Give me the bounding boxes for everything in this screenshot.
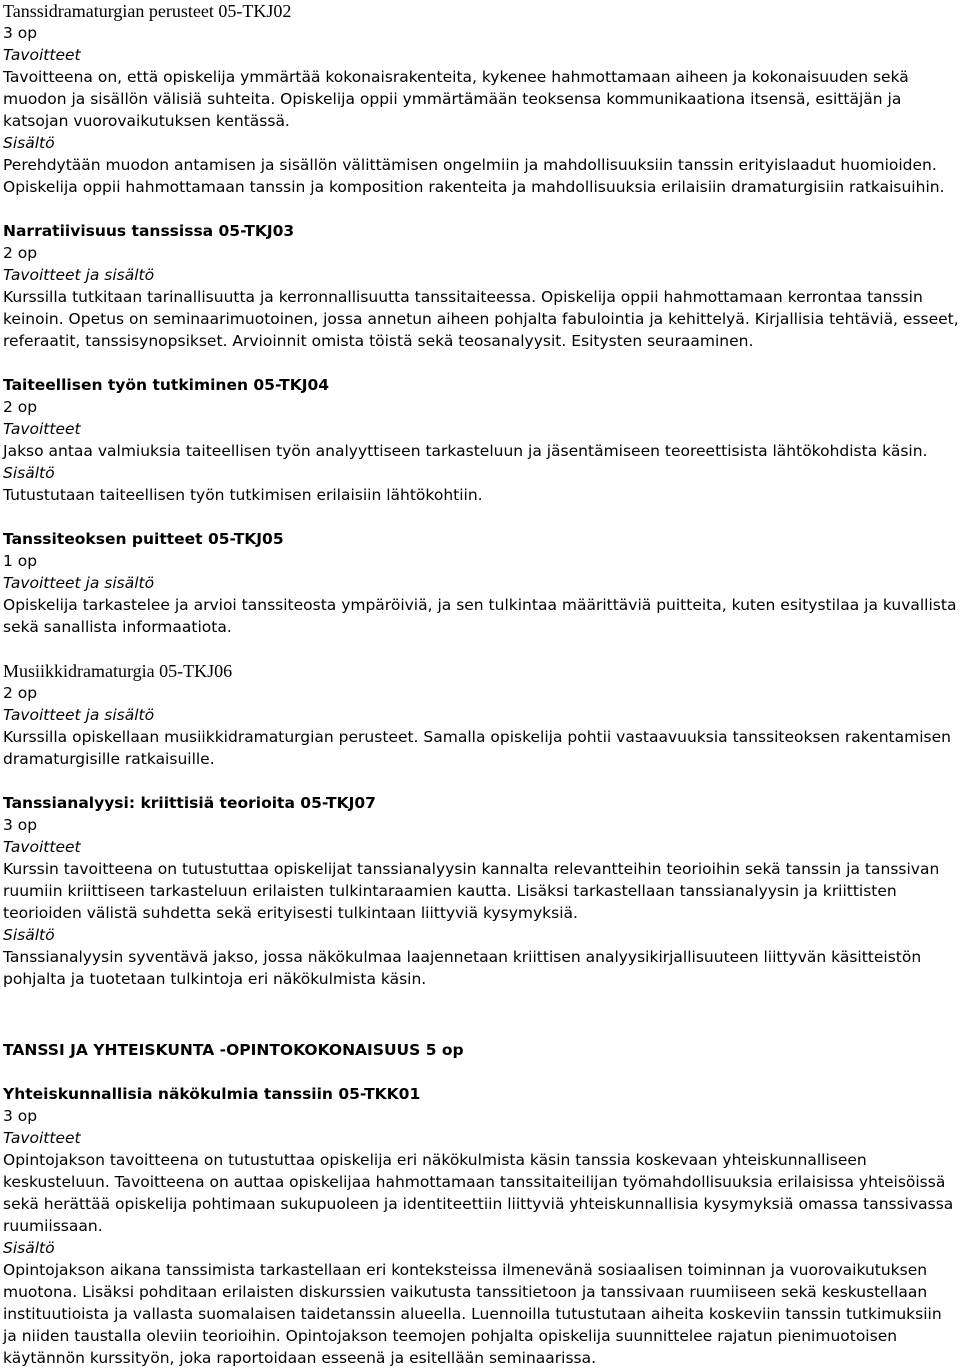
content-text: Perehdytään muodon antamisen ja sisällön välittämisen ongelmiin ja mahdollisuuksiin tanssin erityislaadut huomioiden. Opiskelija oppii hahmottamaan tanssin ja komposition rakenteita ja mahdollisuuksia erilaisiin dramaturgisiin ratkaisuihin.: [3, 156, 945, 196]
section-label-goals: Tavoitteet: [3, 838, 81, 856]
goals-content-text: Opiskelija tarkastelee ja arvioi tanssiteosta ympäröiviä, ja sen tulkintaa määrittäviä puitteita, kuten esitystilaa ja kuvallista sekä sanallista informaatiota.: [3, 596, 957, 636]
course-credits: 3 op: [3, 24, 38, 42]
section-label-content: Sisältö: [3, 464, 55, 482]
course-title: Yhteiskunnallisia näkökulmia tanssiin 05-TKK01: [3, 1085, 421, 1103]
goals-content-text: Kurssilla opiskellaan musiikkidramaturgian perusteet. Samalla opiskelija pohtii vastaavuuksia tanssiteoksen rakentamisen dramaturgisille ratkaisuille.: [3, 728, 951, 768]
goals-text: Jakso antaa valmiuksia taiteellisen työn analyyttiseen tarkasteluun ja jäsentämiseen teoreettisista lähtökohdista käsin.: [3, 442, 928, 460]
course-title: Tanssidramaturgian perusteet 05-TKJ02: [3, 1, 292, 21]
goals-text: Opintojakson tavoitteena on tutustuttaa opiskelija eri näkökulmista käsin tanssia koskevaan yhteiskunnalliseen keskusteluun. Tavoitteena on auttaa opiskelijaa hahmottamaan tanssitaiteilijan työmahdollisuuksia erilaisissa yhteisöissä sekä herättää opiskelija pohtimaan sukupuoleen ja identiteettiin liittyviä yhteiskunnallisia kysymyksiä omassa tanssivassa ruumiissaan.: [3, 1151, 954, 1235]
content-text: Opintojakson aikana tanssimista tarkastellaan eri konteksteissa ilmenevänä sosiaalisen toiminnan ja vuorovaikutuksen muotona. Lisäksi pohditaan erilaisten diskurssien vaikutusta tanssitietoon ja tanssivaan ruumiiseen sekä keskustellaan instituutioista ja vallasta suomalaisen taidetanssin alueella. Luennoilla tutustutaan aiheita koskeviin tanssin tutkimuksiin ja niiden taustalla oleviin teorioihin. Opintojakson teemojen pohjalta opiskelija suunnittelee rajatun pienimuotoisen käytännön kurssityön, joka raportoidaan esseenä ja esitellään seminaarissa.: [3, 1261, 942, 1367]
course-credits: 3 op: [3, 1107, 38, 1125]
course-title: Musiikkidramaturgia 05-TKJ06: [3, 661, 233, 681]
course-credits: 2 op: [3, 398, 38, 416]
course-tkj06: [3, 660, 960, 770]
section-label-goals: Tavoitteet: [3, 1129, 81, 1147]
course-credits: 2 op: [3, 244, 38, 262]
goals-text: Kurssin tavoitteena on tutustuttaa opiskelijat tanssianalyysin kannalta relevantteihin teorioihin sekä tanssin ja tanssivan ruumiin kriittiseen tarkasteluun erilaisten tulkintaraamien kautta. Lisäksi tarkastellaan tanssianalyysin ja kriittisten teorioiden välistä suhdetta sekä erityisesti tulkintaan liittyviä kysymyksiä.: [3, 860, 940, 922]
course-credits: 3 op: [3, 816, 38, 834]
course-tkj05: [3, 528, 960, 638]
course-credits: 2 op: [3, 684, 38, 702]
section-label-content: Sisältö: [3, 926, 55, 944]
goals-content-text: Kurssilla tutkitaan tarinallisuutta ja kerronnallisuutta tanssitaiteessa. Opiskelija oppii hahmottamaan kerrontaa tanssin keinoin. Opetus on seminaarimuotoinen, jossa annetun aiheen pohjalta fabulointia ja kehittelyä. Kirjallisia tehtäviä, esseet, referaatit, tanssisynopsikset. Arvioinnit omista töistä sekä teosanalyysit. Esitysten seuraaminen.: [3, 288, 959, 350]
content-text: Tutustutaan taiteellisen työn tutkimisen erilaisiin lähtökohtiin.: [3, 486, 483, 504]
course-title: Narratiivisuus tanssissa 05-TKJ03: [3, 222, 295, 240]
section-label-goals: Tavoitteet: [3, 420, 81, 438]
section-label-goals-content: Tavoitteet ja sisältö: [3, 266, 155, 284]
section-label-content: Sisältö: [3, 134, 55, 152]
course-tkj04: [3, 374, 960, 506]
course-title: Tanssiteoksen puitteet 05-TKJ05: [3, 530, 284, 548]
section-label-content: Sisältö: [3, 1239, 55, 1257]
course-title: Tanssianalyysi: kriittisiä teorioita 05-TKJ07: [3, 794, 376, 812]
course-tkj03: [3, 220, 960, 352]
section-heading: TANSSI JA YHTEISKUNTA -OPINTOKOKONAISUUS 5 op: [3, 1041, 464, 1059]
section-label-goals-content: Tavoitteet ja sisältö: [3, 706, 155, 724]
course-credits: 1 op: [3, 552, 38, 570]
goals-text: Tavoitteena on, että opiskelija ymmärtää kokonaisrakenteita, kykenee hahmottamaan aiheen ja kokonaisuuden sekä muodon ja sisällön välisiä suhteita. Opiskelija oppii ymmärtämään teoksensa kommunikaationa itsensä, esittäjän ja katsojan vuorovaikutuksen kentässä.: [3, 68, 909, 130]
course-tkj07: [3, 792, 960, 990]
section-label-goals: Tavoitteet: [3, 46, 81, 64]
course-tkj02: [3, 0, 960, 198]
content-text: Tanssianalyysin syventävä jakso, jossa näkökulmaa laajennetaan kriittisen analyysikirjallisuuteen liittyvän käsitteistön pohjalta ja tuotetaan tulkintoja eri näkökulmista käsin.: [3, 948, 922, 988]
course-title: Taiteellisen työn tutkiminen 05-TKJ04: [3, 376, 330, 394]
section-label-goals-content: Tavoitteet ja sisältö: [3, 574, 155, 592]
course-tkk01: [3, 1083, 960, 1369]
